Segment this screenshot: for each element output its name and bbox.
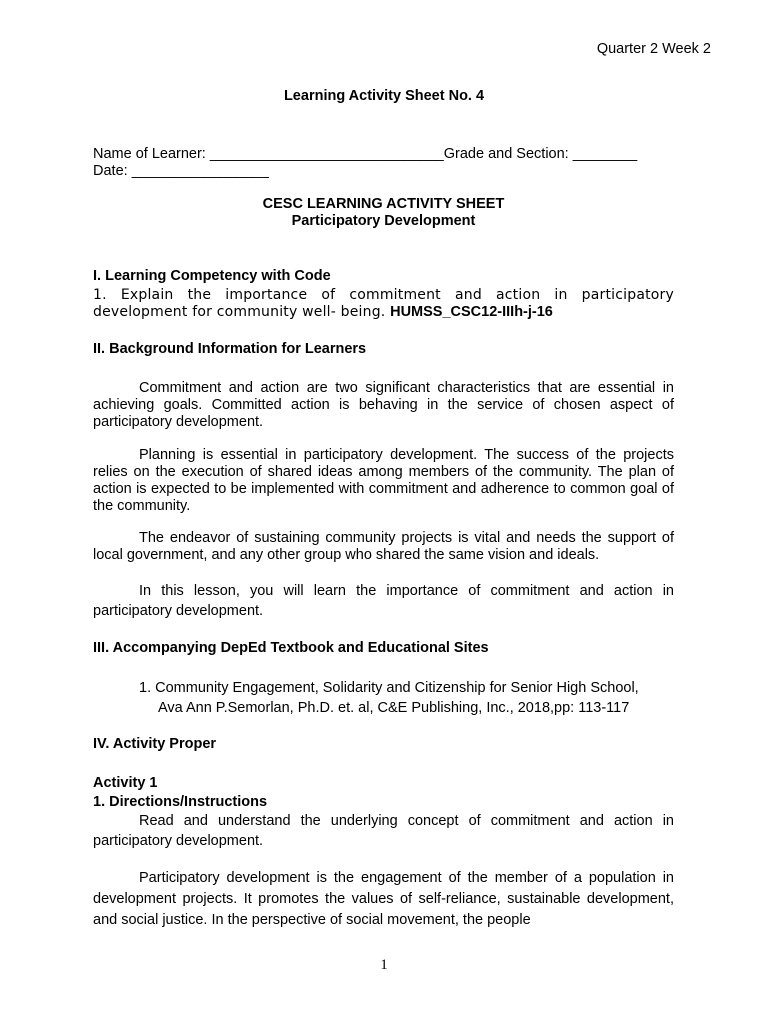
learner-row-1 (93, 146, 674, 163)
textbook-reference (139, 678, 699, 718)
section-4-heading: IV. Activity Proper (93, 736, 217, 752)
section-2-heading: II. Background Information for Learners (93, 341, 367, 357)
section-3-heading: III. Accompanying DepEd Textbook and Educational Sites (93, 640, 489, 656)
activity-title: Activity 1 (93, 775, 158, 791)
bg-paragraph-3: The endeavor of sustaining community projects is vital and needs the support of local government, and any other group who shared the same vision and ideals. (93, 530, 674, 563)
main-title: CESC LEARNING ACTIVITY SHEET (262, 196, 505, 212)
date-label: Date: (93, 163, 132, 179)
name-blank: _____________________________ (209, 146, 444, 162)
section-1-heading: I. Learning Competency with Code (93, 268, 331, 284)
grade-blank: ________ (572, 146, 638, 162)
reference-line-2: Ava Ann P.Semorlan, Ph.D. et. al, C&E Publishing, Inc., 2018,pp: 113-117 (158, 700, 630, 716)
sheet-title: Learning Activity Sheet No. 4 (283, 88, 485, 104)
learner-row-2 (93, 163, 674, 180)
page-number: 1 (380, 957, 388, 973)
bg-paragraph-2: Planning is essential in participatory development. The success of the projects relies on the execution of shared ideas among members of the community. The plan of action is expected to be implemented with commitment and adherence to common goal of the community. (93, 447, 674, 514)
sub-title: Participatory Development (291, 213, 476, 229)
grade-label: Grade and Section: (443, 146, 573, 162)
directions-heading: 1. Directions/Instructions (93, 794, 268, 810)
reference-line-1: 1. Community Engagement, Solidarity and Citizenship for Senior High School, (139, 680, 639, 696)
participatory-paragraph: Participatory development is the engagement of the member of a population in development projects. It promotes the values of self-reliance, sustainable development, and social justice. In the perspective of social movement, the people (93, 870, 674, 928)
learner-info (93, 146, 674, 180)
quarter-week-label: Quarter 2 Week 2 (596, 41, 711, 57)
competency-desc: 1. Explain the importance of commitment and action in participatory development for community well- being. (93, 287, 674, 320)
bg-paragraph-1: Commitment and action are two significant characteristics that are essential in achieving goals. Committed action is behaving in the service of chosen aspect of participatory development. (93, 380, 674, 430)
name-label: Name of Learner: (93, 146, 210, 162)
bg-paragraph-4: In this lesson, you will learn the importance of commitment and action in participatory development. (93, 583, 674, 619)
directions-paragraph: Read and understand the underlying concept of commitment and action in participatory development. (93, 813, 674, 849)
competency-text (93, 287, 674, 321)
date-blank: _________________ (131, 163, 269, 179)
competency-code: HUMSS_CSC12-IIIh-j-16 (390, 304, 553, 320)
